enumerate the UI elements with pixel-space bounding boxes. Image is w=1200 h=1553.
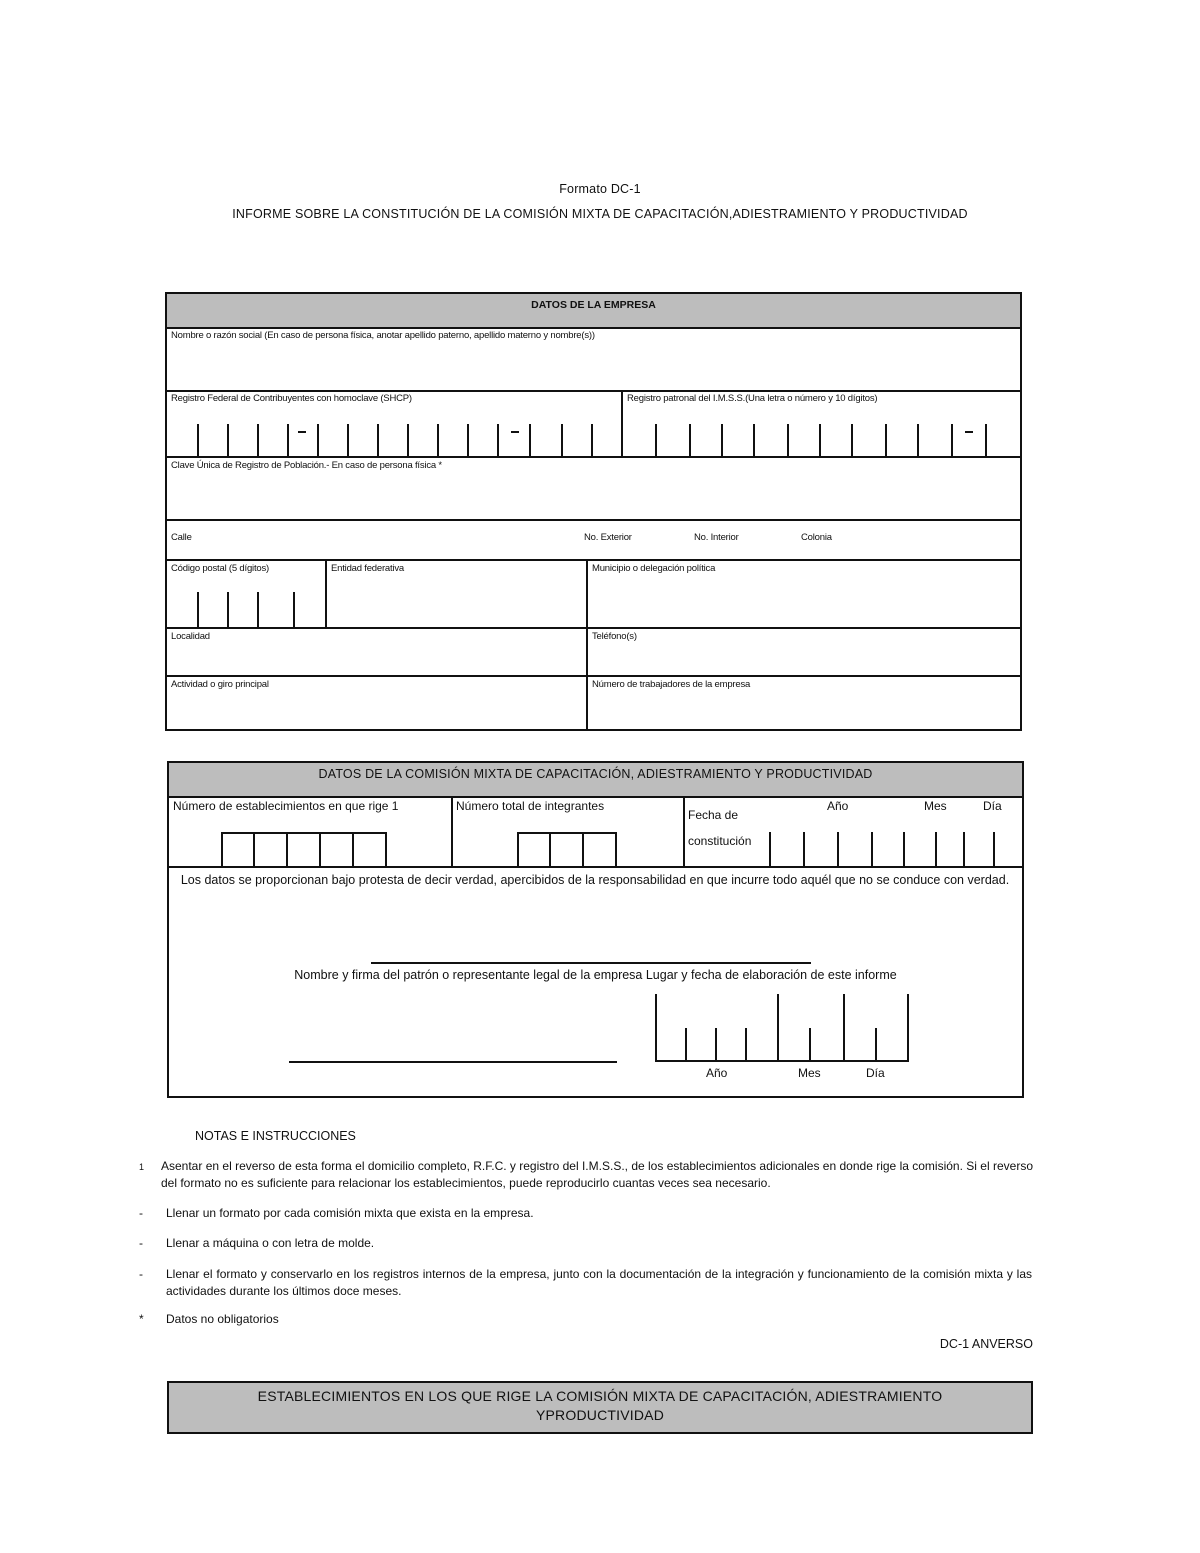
note-mark: - (139, 1236, 143, 1250)
note-item: Datos no obligatorios (166, 1312, 279, 1326)
digit-tick (467, 424, 469, 456)
actividad-field[interactable]: Actividad o giro principal (171, 679, 269, 690)
digit-tick (871, 832, 873, 866)
digit-tick (561, 424, 563, 456)
empresa-section (165, 292, 1022, 731)
digit-tick (549, 832, 551, 866)
digit-tick (843, 994, 845, 1062)
notas-title: NOTAS E INSTRUCCIONES (195, 1129, 356, 1143)
note-item: Asentar en el reverso de esta forma el domicilio completo, R.F.C. y registro del I.M.S.S., de los establecimientos adicionales en donde rige la comisión. Si el reverso del formato no es suficiente para relacionar los establecimientos, puede reproducirlo cuantas veces sea necesario. (161, 1159, 1033, 1190)
digit-tick (809, 1028, 811, 1062)
separator-dash (511, 431, 519, 433)
digit-tick (407, 424, 409, 456)
separator-dash (298, 431, 306, 433)
digit-tick (885, 424, 887, 456)
digit-tick (963, 832, 965, 866)
digit-tick (317, 424, 319, 456)
note-mark: * (139, 1312, 144, 1326)
digit-tick (227, 424, 229, 456)
dia-label: Día (983, 799, 1002, 813)
comision-section-title: DATOS DE LA COMISIÓN MIXTA DE CAPACITACIÓN, ADIESTRAMIENTO Y PRODUCTIVIDAD (169, 763, 1022, 798)
separator-dash (965, 431, 973, 433)
digit-tick (985, 424, 987, 456)
firma-label: Nombre y firma del patrón o representante legal de la empresa Lugar y fecha de elaboración de este informe (294, 968, 897, 982)
no-exterior-field[interactable]: No. Exterior (584, 532, 632, 543)
constitucion-label: constitución (688, 834, 752, 848)
digit-tick (377, 424, 379, 456)
digit-tick (689, 424, 691, 456)
box-line (517, 832, 617, 834)
signature-line[interactable] (371, 962, 811, 964)
digit-tick (497, 424, 499, 456)
digit-tick (319, 832, 321, 866)
digit-tick (582, 832, 584, 866)
digit-tick (615, 832, 617, 866)
mes2-label: Mes (798, 1066, 821, 1080)
digit-tick (907, 994, 909, 1062)
establecimientos-title: ESTABLECIMIENTOS EN LOS QUE RIGE LA COMISIÓN MIXTA DE CAPACITACIÓN, ADIESTRAMIENTO YPRODUCTIVIDAD (257, 1388, 943, 1423)
imss-label: Registro patronal del I.M.S.S.(Una letra o número y 10 dígitos) (627, 393, 878, 404)
empresa-section-title: DATOS DE LA EMPRESA (167, 294, 1020, 329)
digit-tick (715, 1028, 717, 1062)
digit-tick (951, 424, 953, 456)
digit-tick (221, 832, 223, 866)
digit-tick (591, 424, 593, 456)
note-item: Llenar el formato y conservarlo en los registros internos de la empresa, junto con la documentación de la integración y funcionamiento de la comisión mixta y las actividades durante los últimos doce meses. (166, 1267, 1032, 1298)
digit-tick (819, 424, 821, 456)
box-line (655, 1060, 909, 1062)
digit-tick (777, 994, 779, 1062)
digit-tick (655, 994, 657, 1062)
anverso-footer: DC-1 ANVERSO (939, 1337, 1033, 1351)
curp-field[interactable]: Clave Única de Registro de Población.- En caso de persona física * (171, 460, 442, 471)
box-line (221, 832, 387, 834)
calle-field[interactable]: Calle (171, 532, 192, 543)
digit-tick (257, 592, 259, 627)
digit-tick (753, 424, 755, 456)
mes-label: Mes (924, 799, 947, 813)
lugar-line[interactable] (289, 1061, 617, 1063)
digit-tick (655, 424, 657, 456)
codigo-postal-label: Código postal (5 dígitos) (171, 563, 269, 574)
digit-tick (286, 832, 288, 866)
digit-tick (257, 424, 259, 456)
digit-tick (197, 592, 199, 627)
dia2-label: Día (866, 1066, 885, 1080)
note-mark: 1 (139, 1162, 145, 1172)
digit-tick (903, 832, 905, 866)
num-integrantes-label: Número total de integrantes (456, 799, 605, 813)
digit-tick (517, 832, 519, 866)
note-item: Llenar a máquina o con letra de molde. (166, 1236, 375, 1250)
establecimientos-header (167, 1381, 1033, 1434)
digit-tick (253, 832, 255, 866)
digit-tick (993, 832, 995, 866)
rfc-label: Registro Federal de Contribuyentes con homoclave (SHCP) (171, 393, 412, 404)
digit-tick (685, 1028, 687, 1062)
digit-tick (385, 832, 387, 866)
digit-tick (935, 832, 937, 866)
digit-tick (197, 424, 199, 456)
anio-label: Año (827, 799, 849, 813)
num-establecimientos-label: Número de establecimientos en que rige 1 (173, 799, 399, 813)
localidad-field[interactable]: Localidad (171, 631, 210, 642)
no-interior-field[interactable]: No. Interior (694, 532, 739, 543)
anio2-label: Año (706, 1066, 728, 1080)
digit-tick (721, 424, 723, 456)
format-code: Formato DC-1 (559, 182, 641, 196)
digit-tick (787, 424, 789, 456)
note-mark: - (139, 1206, 143, 1220)
digit-tick (769, 832, 771, 866)
digit-tick (529, 424, 531, 456)
digit-tick (875, 1028, 877, 1062)
digit-tick (227, 592, 229, 627)
digit-tick (437, 424, 439, 456)
entidad-federativa-field[interactable]: Entidad federativa (331, 563, 404, 574)
digit-tick (837, 832, 839, 866)
digit-tick (287, 424, 289, 456)
digit-tick (851, 424, 853, 456)
digit-tick (917, 424, 919, 456)
digit-tick (293, 592, 295, 627)
digit-tick (803, 832, 805, 866)
note-item: Llenar un formato por cada comisión mixta que exista en la empresa. (166, 1206, 534, 1220)
digit-tick (347, 424, 349, 456)
telefono-field[interactable]: Teléfono(s) (592, 631, 637, 642)
nombre-razon-social-field[interactable]: Nombre o razón social (En caso de persona física, anotar apellido paterno, apellido materno y nombre(s)) (171, 330, 595, 341)
digit-tick (745, 1028, 747, 1062)
colonia-field[interactable]: Colonia (801, 532, 832, 543)
note-mark: - (139, 1267, 143, 1281)
protesta-text: Los datos se proporcionan bajo protesta de decir verdad, apercibidos de la responsabilidad en que incurre todo aquél que no se conduce con verdad. (180, 873, 1010, 887)
trabajadores-field[interactable]: Número de trabajadores de la empresa (592, 679, 751, 690)
municipio-field[interactable]: Municipio o delegación política (592, 563, 716, 574)
fecha-de-label: Fecha de (688, 808, 739, 822)
page-title: INFORME SOBRE LA CONSTITUCIÓN DE LA COMISIÓN MIXTA DE CAPACITACIÓN,ADIESTRAMIENTO Y PRODUCTIVIDAD (232, 207, 968, 221)
digit-tick (352, 832, 354, 866)
